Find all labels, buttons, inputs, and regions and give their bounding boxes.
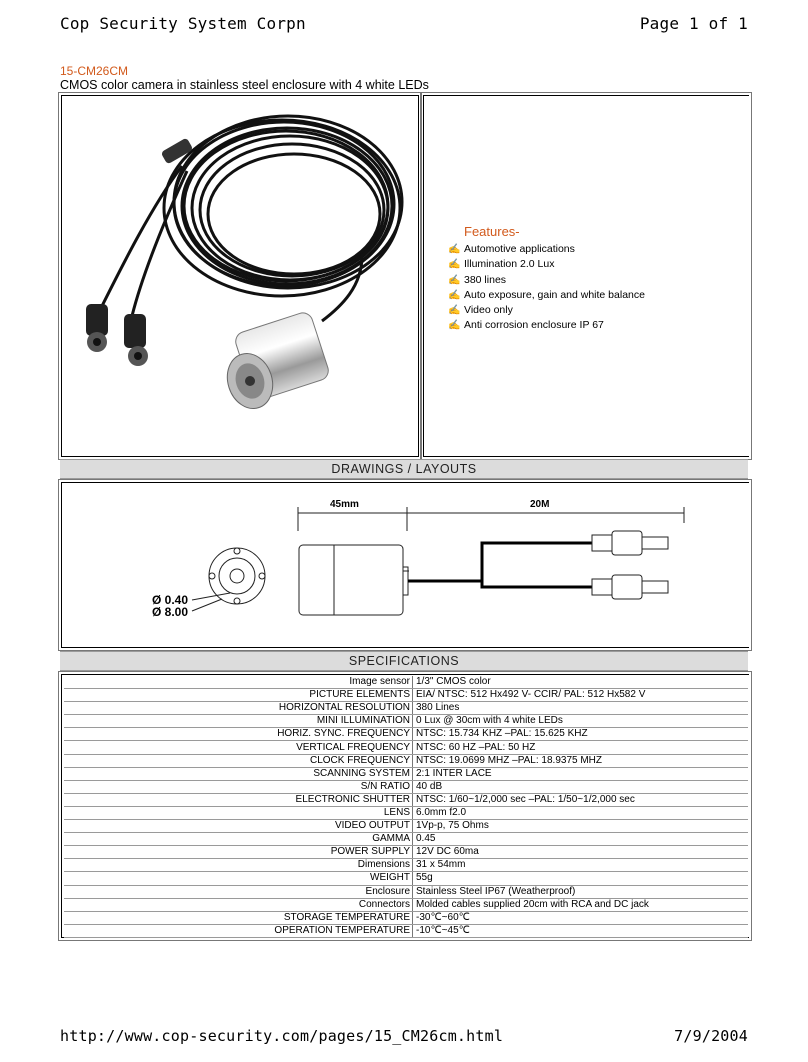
spec-value: Stainless Steel IP67 (Weatherproof) bbox=[413, 885, 749, 898]
spec-label: MINI ILLUMINATION bbox=[64, 715, 413, 728]
product-description: CMOS color camera in stainless steel enclosure with 4 white LEDs bbox=[60, 78, 429, 92]
spec-label: GAMMA bbox=[64, 833, 413, 846]
spec-label: LENS bbox=[64, 806, 413, 819]
spec-row bbox=[64, 872, 748, 885]
spec-value: NTSC: 60 HZ –PAL: 50 HZ bbox=[413, 741, 749, 754]
spec-value: 55g bbox=[413, 872, 749, 885]
spec-value: 380 Lines bbox=[413, 702, 749, 715]
spec-row bbox=[64, 806, 748, 819]
camera-photo-illustration bbox=[62, 96, 418, 456]
spec-label: HORIZ. SYNC. FREQUENCY bbox=[64, 728, 413, 741]
spec-value: NTSC: 1/60~1/2,000 sec –PAL: 1/50~1/2,000 sec bbox=[413, 793, 749, 806]
length-dimension-label: 45mm bbox=[330, 499, 359, 510]
spec-row bbox=[64, 741, 748, 754]
spec-label: Image sensor bbox=[64, 676, 413, 689]
spec-label: PICTURE ELEMENTS bbox=[64, 689, 413, 702]
features-title: Features- bbox=[464, 224, 520, 239]
page-footer bbox=[60, 1027, 748, 1051]
drawings-section-header: DRAWINGS / LAYOUTS bbox=[60, 459, 748, 479]
feature-item: ✍ 380 lines bbox=[448, 273, 645, 288]
spec-label: HORIZONTAL RESOLUTION bbox=[64, 702, 413, 715]
spec-row bbox=[64, 833, 748, 846]
spec-label: Connectors bbox=[64, 898, 413, 911]
spec-label: Dimensions bbox=[64, 859, 413, 872]
spec-row bbox=[64, 689, 748, 702]
feature-item: ✍ Anti corrosion enclosure IP 67 bbox=[448, 318, 645, 333]
spec-label: ELECTRONIC SHUTTER bbox=[64, 793, 413, 806]
diameter-inner-label: Ø 0.40 bbox=[152, 593, 189, 607]
spec-label: WEIGHT bbox=[64, 872, 413, 885]
feature-item: ✍ Automotive applications bbox=[448, 242, 645, 257]
spec-value: -10℃~45℃ bbox=[413, 924, 749, 937]
spec-row bbox=[64, 924, 748, 937]
spec-value: 12V DC 60ma bbox=[413, 846, 749, 859]
pen-bullet-icon: ✍ bbox=[448, 289, 461, 301]
spec-row bbox=[64, 676, 748, 689]
spec-value: 1/3" CMOS color bbox=[413, 676, 749, 689]
spec-label: VIDEO OUTPUT bbox=[64, 820, 413, 833]
product-code: 15-CM26CM bbox=[60, 64, 129, 78]
spec-label: OPERATION TEMPERATURE bbox=[64, 924, 413, 937]
page-url: http://www.cop-security.com/pages/15_CM26cm.html bbox=[60, 1027, 504, 1045]
spec-label: POWER SUPPLY bbox=[64, 846, 413, 859]
pen-bullet-icon: ✍ bbox=[448, 305, 461, 317]
spec-label: Enclosure bbox=[64, 885, 413, 898]
page-date: 7/9/2004 bbox=[674, 1027, 748, 1045]
spec-value: 31 x 54mm bbox=[413, 859, 749, 872]
cable-length-label: 20M bbox=[530, 499, 550, 510]
specifications-section-header: SPECIFICATIONS bbox=[60, 651, 748, 671]
spec-row bbox=[64, 911, 748, 924]
spec-value: NTSC: 19.0699 MHZ –PAL: 18.9375 MHZ bbox=[413, 754, 749, 767]
spec-value: 0 Lux @ 30cm with 4 white LEDs bbox=[413, 715, 749, 728]
spec-row bbox=[64, 859, 748, 872]
feature-item: ✍ Auto exposure, gain and white balance bbox=[448, 288, 645, 303]
spec-row bbox=[64, 754, 748, 767]
spec-row bbox=[64, 885, 748, 898]
spec-label: S/N RATIO bbox=[64, 780, 413, 793]
specifications-panel bbox=[61, 674, 749, 938]
spec-value: 2:1 INTER LACE bbox=[413, 767, 749, 780]
spec-value: 40 dB bbox=[413, 780, 749, 793]
spec-value: 1Vp-p, 75 Ohms bbox=[413, 820, 749, 833]
spec-value: EIA/ NTSC: 512 Hx492 V- CCIR/ PAL: 512 Hx582 V bbox=[413, 689, 749, 702]
drawing-panel bbox=[61, 482, 749, 648]
pen-bullet-icon: ✍ bbox=[448, 244, 461, 255]
spec-row bbox=[64, 898, 748, 911]
spec-label: SCANNING SYSTEM bbox=[64, 767, 413, 780]
pen-bullet-icon: ✍ bbox=[448, 259, 461, 271]
diameter-outer-label: Ø 8.00 bbox=[152, 605, 189, 619]
spec-value: Molded cables supplied 20cm with RCA and DC jack bbox=[413, 898, 749, 911]
spec-row bbox=[64, 780, 748, 793]
company-name: Cop Security System Corpn bbox=[60, 14, 306, 33]
page-header bbox=[60, 14, 748, 38]
spec-row bbox=[64, 846, 748, 859]
pen-bullet-icon: ✍ bbox=[448, 274, 461, 286]
spec-row bbox=[64, 702, 748, 715]
spec-row bbox=[64, 767, 748, 780]
spec-row bbox=[64, 728, 748, 741]
feature-item: ✍ Illumination 2.0 Lux bbox=[448, 257, 645, 272]
spec-label: CLOCK FREQUENCY bbox=[64, 754, 413, 767]
features-list bbox=[448, 242, 645, 334]
spec-row bbox=[64, 715, 748, 728]
spec-row bbox=[64, 793, 748, 806]
spec-label: STORAGE TEMPERATURE bbox=[64, 911, 413, 924]
spec-value: NTSC: 15.734 KHZ –PAL: 15.625 KHZ bbox=[413, 728, 749, 741]
camera-dimension-drawing bbox=[62, 483, 749, 647]
page-number: Page 1 of 1 bbox=[639, 14, 748, 33]
spec-value: 0.45 bbox=[413, 833, 749, 846]
specifications-table bbox=[64, 676, 748, 938]
spec-value: -30℃~60℃ bbox=[413, 911, 749, 924]
product-photo bbox=[61, 95, 419, 457]
spec-label: VERTICAL FREQUENCY bbox=[64, 741, 413, 754]
features-panel bbox=[423, 95, 749, 457]
pen-bullet-icon: ✍ bbox=[448, 320, 461, 332]
spec-row bbox=[64, 820, 748, 833]
spec-value: 6.0mm f2.0 bbox=[413, 806, 749, 819]
feature-item: ✍ Video only bbox=[448, 303, 645, 318]
